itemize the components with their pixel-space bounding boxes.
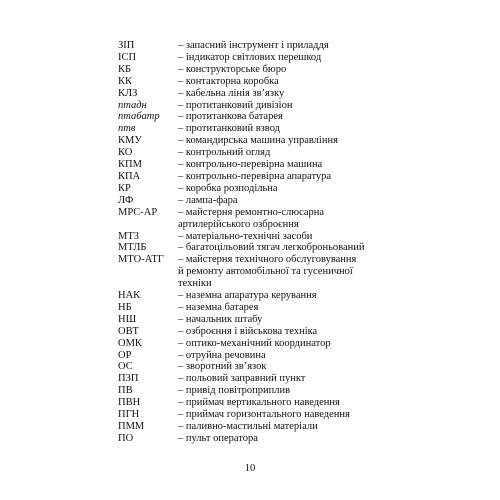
abbreviation-term: НШ: [118, 313, 137, 325]
abbreviation-row: [118, 88, 458, 100]
abbreviation-row: [118, 195, 458, 207]
abbreviation-term: ОС: [118, 361, 133, 373]
abbreviation-term: ЛФ: [118, 194, 134, 206]
abbreviation-row: [118, 76, 458, 88]
abbreviation-term: птв: [118, 123, 136, 135]
abbreviation-row: [118, 314, 458, 326]
abbreviation-row: [118, 373, 458, 385]
abbreviation-row: [118, 135, 458, 147]
abbreviation-definition: – паливно-мастильні матеріали: [178, 421, 318, 432]
abbreviation-row: [118, 350, 458, 362]
abbreviation-row: [118, 100, 458, 112]
abbreviation-row: [118, 231, 458, 243]
abbreviation-row: [118, 207, 458, 231]
abbreviation-term: МТО-АТГ: [118, 254, 164, 266]
abbreviation-term: КМУ: [118, 135, 142, 147]
abbreviation-term: КЛЗ: [118, 87, 138, 99]
abbreviation-definition: – контрольно-перевірна апаратура: [178, 170, 332, 182]
abbreviation-definition: – багатоцільовий тягач легкоброньований: [178, 242, 365, 254]
abbreviation-definition: – отруйна речовина: [178, 349, 266, 361]
abbreviation-row: [118, 409, 458, 421]
abbreviation-row: [118, 338, 458, 350]
abbreviation-row: [118, 52, 458, 64]
abbreviation-definition: – кабельна лінія зв’язку: [178, 87, 285, 99]
abbreviation-term: НБ: [118, 301, 132, 313]
abbreviation-definition: – польовий заправний пункт: [178, 373, 306, 385]
page-number: 10: [244, 463, 256, 474]
abbreviation-term: ОМК: [118, 337, 142, 349]
abbreviation-term: КПА: [118, 170, 141, 182]
abbreviation-row: [118, 302, 458, 314]
abbreviation-definition: – майстерня ремонтно-слюсарна артилерійського озброєння: [178, 206, 325, 230]
abbreviation-row: [118, 147, 458, 159]
abbreviation-definition: – протитанкова батарея: [178, 111, 283, 123]
abbreviation-definition: – індикатор світлових перешкод: [178, 51, 322, 63]
abbreviation-row: [118, 40, 458, 52]
abbreviation-term: КО: [118, 147, 133, 159]
abbreviation-row: [118, 159, 458, 171]
abbreviation-definition: – контрольно-перевірна машина: [178, 159, 323, 171]
abbreviation-definition: – наземна батарея: [178, 301, 259, 313]
abbreviation-definition: – протитанковий дивізіон: [178, 99, 293, 111]
abbreviation-term: ПГН: [118, 409, 140, 421]
abbreviation-list: [118, 40, 458, 445]
abbreviation-term: МТЛБ: [118, 242, 147, 254]
abbreviation-definition: – лампа-фара: [178, 194, 238, 206]
abbreviation-row: [118, 254, 458, 290]
abbreviation-term: ПВ: [118, 385, 133, 397]
abbreviation-term: птадн: [118, 99, 147, 111]
abbreviation-row: [118, 326, 458, 338]
abbreviation-term: КПМ: [118, 159, 142, 171]
abbreviation-row: [118, 171, 458, 183]
abbreviation-term: ОР: [118, 349, 132, 361]
abbreviation-definition: – привід повітроприплив: [178, 385, 291, 397]
abbreviation-term: МТЗ: [118, 230, 140, 242]
abbreviation-row: [118, 183, 458, 195]
abbreviation-row: [118, 397, 458, 409]
abbreviation-term: КК: [118, 75, 133, 87]
abbreviation-definition: – озброєння і військова техніка: [178, 325, 318, 337]
abbreviation-definition: – командирська машина управління: [178, 135, 338, 147]
abbreviation-row: [118, 433, 458, 445]
abbreviation-term: ПО: [118, 432, 134, 444]
abbreviation-row: [118, 290, 458, 302]
abbreviation-term: НАК: [118, 290, 141, 302]
abbreviation-term: МРС-АР: [118, 206, 158, 218]
abbreviation-term: КБ: [118, 63, 132, 75]
abbreviation-definition: – протитанковий взвод: [178, 123, 280, 135]
abbreviation-row: [118, 361, 458, 373]
abbreviation-row: [118, 242, 458, 254]
abbreviation-definition: – приймач горизонтального наведення: [178, 409, 350, 421]
abbreviation-definition: – зворотний зв’язок: [178, 361, 267, 373]
abbreviation-row: [118, 64, 458, 76]
abbreviation-term: КР: [118, 182, 131, 194]
abbreviation-definition: – пульт оператора: [178, 432, 258, 444]
abbreviation-definition: – коробка розподільна: [178, 182, 278, 194]
abbreviation-term: ІСП: [118, 51, 137, 63]
abbreviation-term: ПЗП: [118, 373, 139, 385]
abbreviation-definition: – майстерня технічного обслуговування й ремонту автомобільної та гусеничної техніки: [178, 254, 357, 290]
abbreviation-row: [118, 123, 458, 135]
abbreviation-definition: – начальник штабу: [178, 313, 263, 325]
abbreviation-definition: – контакторна коробка: [178, 75, 279, 87]
abbreviation-term: птабатр: [118, 111, 160, 123]
abbreviation-row: [118, 111, 458, 123]
abbreviation-term: ПММ: [118, 421, 145, 432]
abbreviation-definition: – матеріально-технічні засоби: [178, 230, 313, 242]
abbreviation-definition: – приймач вертикального наведення: [178, 397, 340, 409]
abbreviation-row: [118, 385, 458, 397]
abbreviation-row: [118, 421, 458, 433]
abbreviation-definition: – запасний інструмент і приладдя: [178, 40, 329, 51]
abbreviation-definition: – наземна апаратура керування: [178, 290, 317, 302]
abbreviation-definition: – контрольний огляд: [178, 147, 271, 159]
abbreviation-definition: – оптико-механічний координатор: [178, 337, 331, 349]
abbreviation-term: ОВТ: [118, 325, 139, 337]
abbreviation-term: ПВН: [118, 397, 141, 409]
abbreviation-definition: – конструкторське бюро: [178, 63, 287, 75]
abbreviation-term: ЗІП: [118, 40, 135, 51]
